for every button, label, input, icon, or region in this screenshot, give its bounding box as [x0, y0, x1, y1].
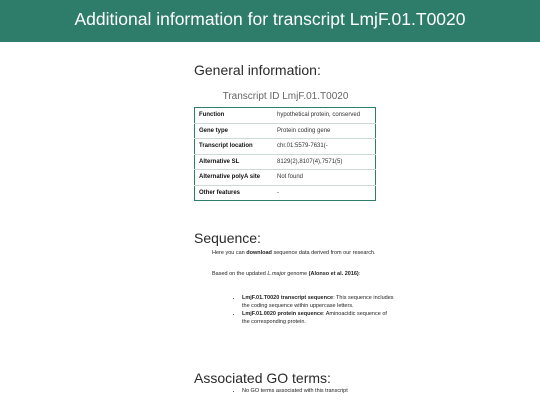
- row-key-alternative-polya-site: Alternative polyA site: [195, 170, 274, 186]
- table-row: [195, 154, 376, 170]
- row-value-other-features: -: [277, 189, 279, 196]
- row-value-function: hypothetical protein, conserved: [273, 108, 376, 124]
- row-value-transcript-location: chr.01:5579-7631(-: [273, 139, 376, 155]
- download-paragraph: [212, 249, 382, 257]
- row-value-gene-type: Protein coding gene: [273, 123, 376, 139]
- genome-text-end: :: [358, 271, 361, 277]
- protein-sequence-link[interactable]: LmjF.01.0020 protein sequence: [242, 311, 324, 317]
- download-intro-rest: sequence data derived from our research.: [271, 250, 376, 256]
- general-information-heading: General information:: [194, 62, 321, 78]
- row-key-function: Function: [195, 108, 274, 124]
- row-value-alternative-sl: 8129(2),8107(4),7571(5): [273, 154, 376, 170]
- page-title: Additional information for transcript LmjF.01.T0020: [74, 9, 466, 29]
- list-item: • No GO terms associated with this transcript: [242, 387, 394, 395]
- row-key-transcript-location: Transcript location: [195, 139, 274, 155]
- genome-reference-paragraph: [212, 270, 382, 278]
- list-item: [242, 294, 394, 310]
- row-key-alternative-sl: Alternative SL: [195, 154, 274, 170]
- row-value-alternative-polya-site: Not found: [273, 170, 376, 186]
- transcript-sequence-description: : This sequence includes the coding sequence within uppercase letters.: [242, 295, 394, 309]
- go-terms-heading: Associated GO terms:: [194, 370, 331, 386]
- sequence-heading: Sequence:: [194, 230, 261, 246]
- row-key-gene-type: Gene type: [195, 123, 274, 139]
- table-row: [195, 123, 376, 139]
- transcript-info-table: [194, 107, 376, 201]
- table-row: [195, 170, 376, 186]
- row-key-other-features: Other features: [199, 189, 241, 196]
- genome-text: Based on the updated: [212, 271, 268, 277]
- table-row: [195, 139, 376, 155]
- reference-link[interactable]: (Alonso et al. 2016): [308, 271, 359, 277]
- table-row: [195, 185, 376, 201]
- species-name: L.major: [267, 271, 286, 277]
- go-terms-list: [232, 387, 394, 395]
- transcript-sequence-link[interactable]: LmjF.01.T0020 transcript sequence: [242, 295, 334, 301]
- sequence-links-list: [232, 294, 394, 326]
- table-row: [195, 108, 376, 124]
- table-caption: Transcript ID LmjF.01.T0020: [222, 91, 349, 102]
- protein-sequence-description: : Aminoacidic sequence of the corresponding protein.: [242, 311, 387, 325]
- download-link[interactable]: download: [246, 250, 272, 256]
- list-item: [242, 310, 394, 326]
- download-intro-text: Here you can: [212, 250, 247, 256]
- genome-text-mid: genome: [285, 271, 309, 277]
- page-header: [0, 0, 540, 42]
